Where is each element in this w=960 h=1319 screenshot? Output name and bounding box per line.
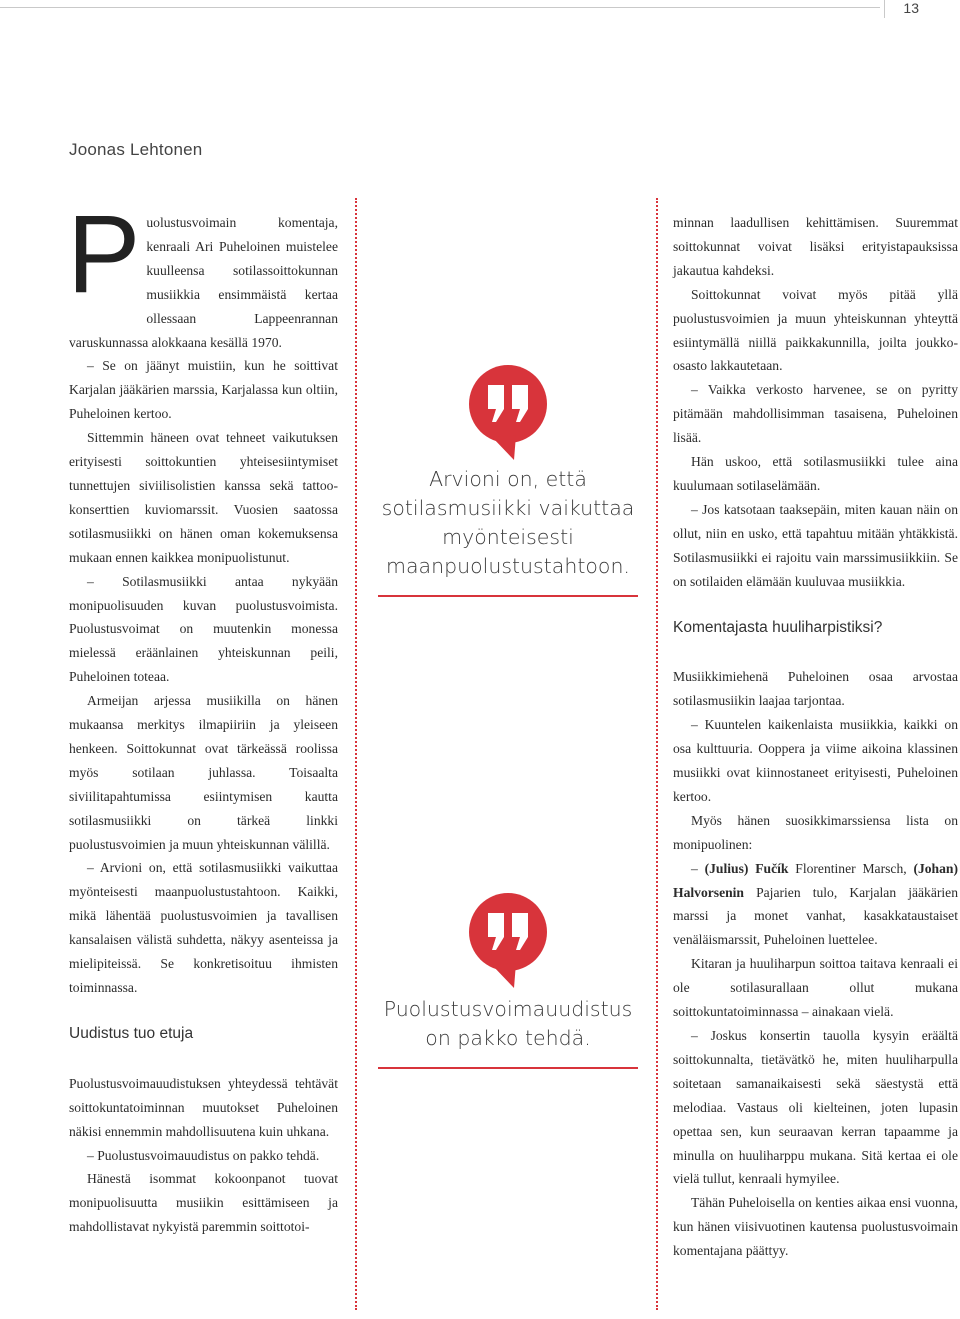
- column-separator: [355, 198, 357, 1310]
- column-separator: [656, 198, 658, 1310]
- body-paragraph: Puolustusvoimauudistuksen yhteydessä tehtävät soittokuntatoiminnan muutokset Puheloinen näkisi ennemmin mahdollisuutena kuin uhkana.: [69, 1075, 338, 1139]
- page-number: 13: [884, 0, 919, 18]
- quote-bubble-icon: [468, 365, 548, 461]
- pull-quote-text: Arvioni on, että sotilasmusiikki vaikuttaa myönteisesti maanpuolustustahtoon.: [381, 467, 635, 578]
- body-paragraph: – Kuuntelen kaikenlaista musiikkia, kaikki on osa kulttuuria. Ooppera ja viime aikoina klassinen musiikki ovat kiinnostaneet erityisesti, Puheloinen kertoo.: [673, 717, 958, 804]
- body-paragraph: Tähän Puheloisella on kenties aikaa ensi vuonna, kun hänen viisivuotinen kautensa puolustusvoimain komentajana päättyy.: [673, 1195, 958, 1259]
- pull-quote: [378, 893, 638, 1069]
- pull-quote-text: Puolustusvoimauudistus on pakko tehdä.: [383, 997, 633, 1050]
- body-paragraph: – Vaikka verkosto harvenee, se on pyritty pitämään mahdollisimman tasaisena, Puheloinen lisää.: [673, 382, 958, 446]
- body-paragraph: Soittokunnat voivat myös pitää yllä puolustusvoimien ja muun yhteiskunnan yhteyttä esiintymällä niillä paikkakunnilla, joilta joukko-osasto lakkautetaan.: [673, 286, 958, 374]
- body-paragraph: – Sotilasmusiikki antaa nykyään monipuolisuuden kuvan puolustusvoimista. Puolustusvoimat on muutenkin monessa mielessä eräänlainen yhteiskunnan peili, Puheloinen toteaa.: [69, 573, 338, 685]
- author-name: Joonas Lehtonen: [69, 140, 203, 159]
- lead-paragraph: Puolustusvoimain komentaja, kenraali Ari Puheloinen muistelee kuulleensa sotilassoittokunnan musiikkia ensimmäistä kertaa ollessaan Lappeenrannan varuskunnassa alokkaana kesällä 1970.: [67, 193, 338, 350]
- body-paragraph: Hän uskoo, että sotilasmusiikki tulee aina kuulumaan sotilaselämään.: [673, 454, 958, 493]
- body-paragraph: minnan laadullisen kehittämisen. Suuremmat soittokunnat voivat lisäksi erityistapauksissa jakautua kahdeksi.: [673, 215, 958, 278]
- body-paragraph: – Joskus konsertin tauolla kysyin eräältä soittokunnalta, tietävätkö he, miten huuliharpulla soitetaan samanaikaisesti sekä säestystä että melodiaa. Vastaus oli kielteinen, joten lupasin opettaa sen, kun seuraavan kerran tapaamme ja minulla on huuliharppu mukana. Sitä kertaa ei ole vielä tullut, kenraali hymyilee.: [673, 1028, 958, 1187]
- article-column-1: [67, 193, 338, 1239]
- header-rule: [0, 7, 880, 8]
- body-paragraph: – Puolustusvoimauudistus on pakko tehdä.: [87, 1147, 320, 1163]
- body-paragraph: Armeijan arjessa musiikilla on hänen mukaansa merkitys ilmapiiriin ja yleiseen henkeen. Soittokunnat ovat tärkeässä roolissa myös sotilaan juhlassa. Toisaalta siviilitapahtumissa esiintymisen kautta sotilasmusiikki on tärkeä linkki puolustusvoimien ja muun yhteiskunnan välillä.: [69, 693, 338, 852]
- pull-quote-rule: [378, 1067, 638, 1069]
- body-paragraph: Hänestä isommat kokoonpanot tuovat monipuolisuutta musiikin esittämiseen ja mahdollistavat nykyistä paremmin soittotoi-: [69, 1171, 338, 1235]
- body-paragraph: – Se on jäänyt muistiin, kun he soittivat Karjalan jääkärien marssia, Karjalassa kun oltiin, Puheloinen kertoo.: [69, 358, 338, 422]
- body-paragraph: Musiikkimiehenä Puheloinen osaa arvostaa sotilasmusiikin laajaa tarjontaa.: [673, 669, 958, 709]
- body-paragraph: Sittemmin häneen ovat tehneet vaikutuksen erityisesti soittokuntien yhteisesiintymiset tunnettujen siviilisolistien kanssa sekä tattoo-konserttien kuviomarssit. Vuosien saatossa sotilasmusiikki on hänen oman kokemuksensa mukaan ennen kaikkea monipuolistunut.: [69, 430, 338, 565]
- composer-name: (Julius) Fučík: [704, 860, 789, 876]
- section-heading: Uudistus tuo etuja: [69, 1024, 194, 1042]
- pull-quote: [378, 365, 638, 597]
- quote-bubble-icon: [468, 893, 548, 989]
- body-paragraph: Myös hänen suosikkimarssiensa lista on monipuolinen:: [673, 812, 958, 852]
- body-paragraph: – Arvioni on, että sotilasmusiikki vaikuttaa myönteisesti maanpuolustustahtoon. Kaikki, mikä lähentää puolustusvoimien ja tavallisen kansalaisen välistä suhdetta, näkyy asenteissa ja mielipiteissä. Se konkretisoituu ihmisten toiminnassa.: [69, 860, 338, 995]
- composer-name: (Johan) Halvorsenin: [673, 860, 959, 900]
- article-column-3: [673, 211, 958, 1263]
- drop-cap: P: [67, 193, 141, 316]
- favorite-marches-paragraph: – (Julius) Fučík Florentiner Marsch, (Johan) Halvorsenin Pajarien tulo, Karjalan jääkärien marssi ja monet vanhat, kasakkataustaiset venäläismarssit, Puheloinen luettelee.: [673, 860, 959, 948]
- pull-quote-rule: [378, 595, 638, 597]
- body-paragraph: – Jos katsotaan taaksepäin, miten kauan näin on ollut, niin en usko, että tapahtuu mitään yhtäkkistä. Sotilasmusiikki ei rajoitu vain marssimusiikkiin. Se on sotilaiden elämään kuuluvaa musiikkia.: [673, 501, 958, 589]
- section-heading: Komentajasta huuliharpistiksi?: [673, 618, 883, 636]
- body-paragraph: Kitaran ja huuliharpun soittoa taitava kenraali ei ole sotilasurallaan ollut mukana soittokuntatoiminnassa – ainakaan vielä.: [673, 956, 958, 1020]
